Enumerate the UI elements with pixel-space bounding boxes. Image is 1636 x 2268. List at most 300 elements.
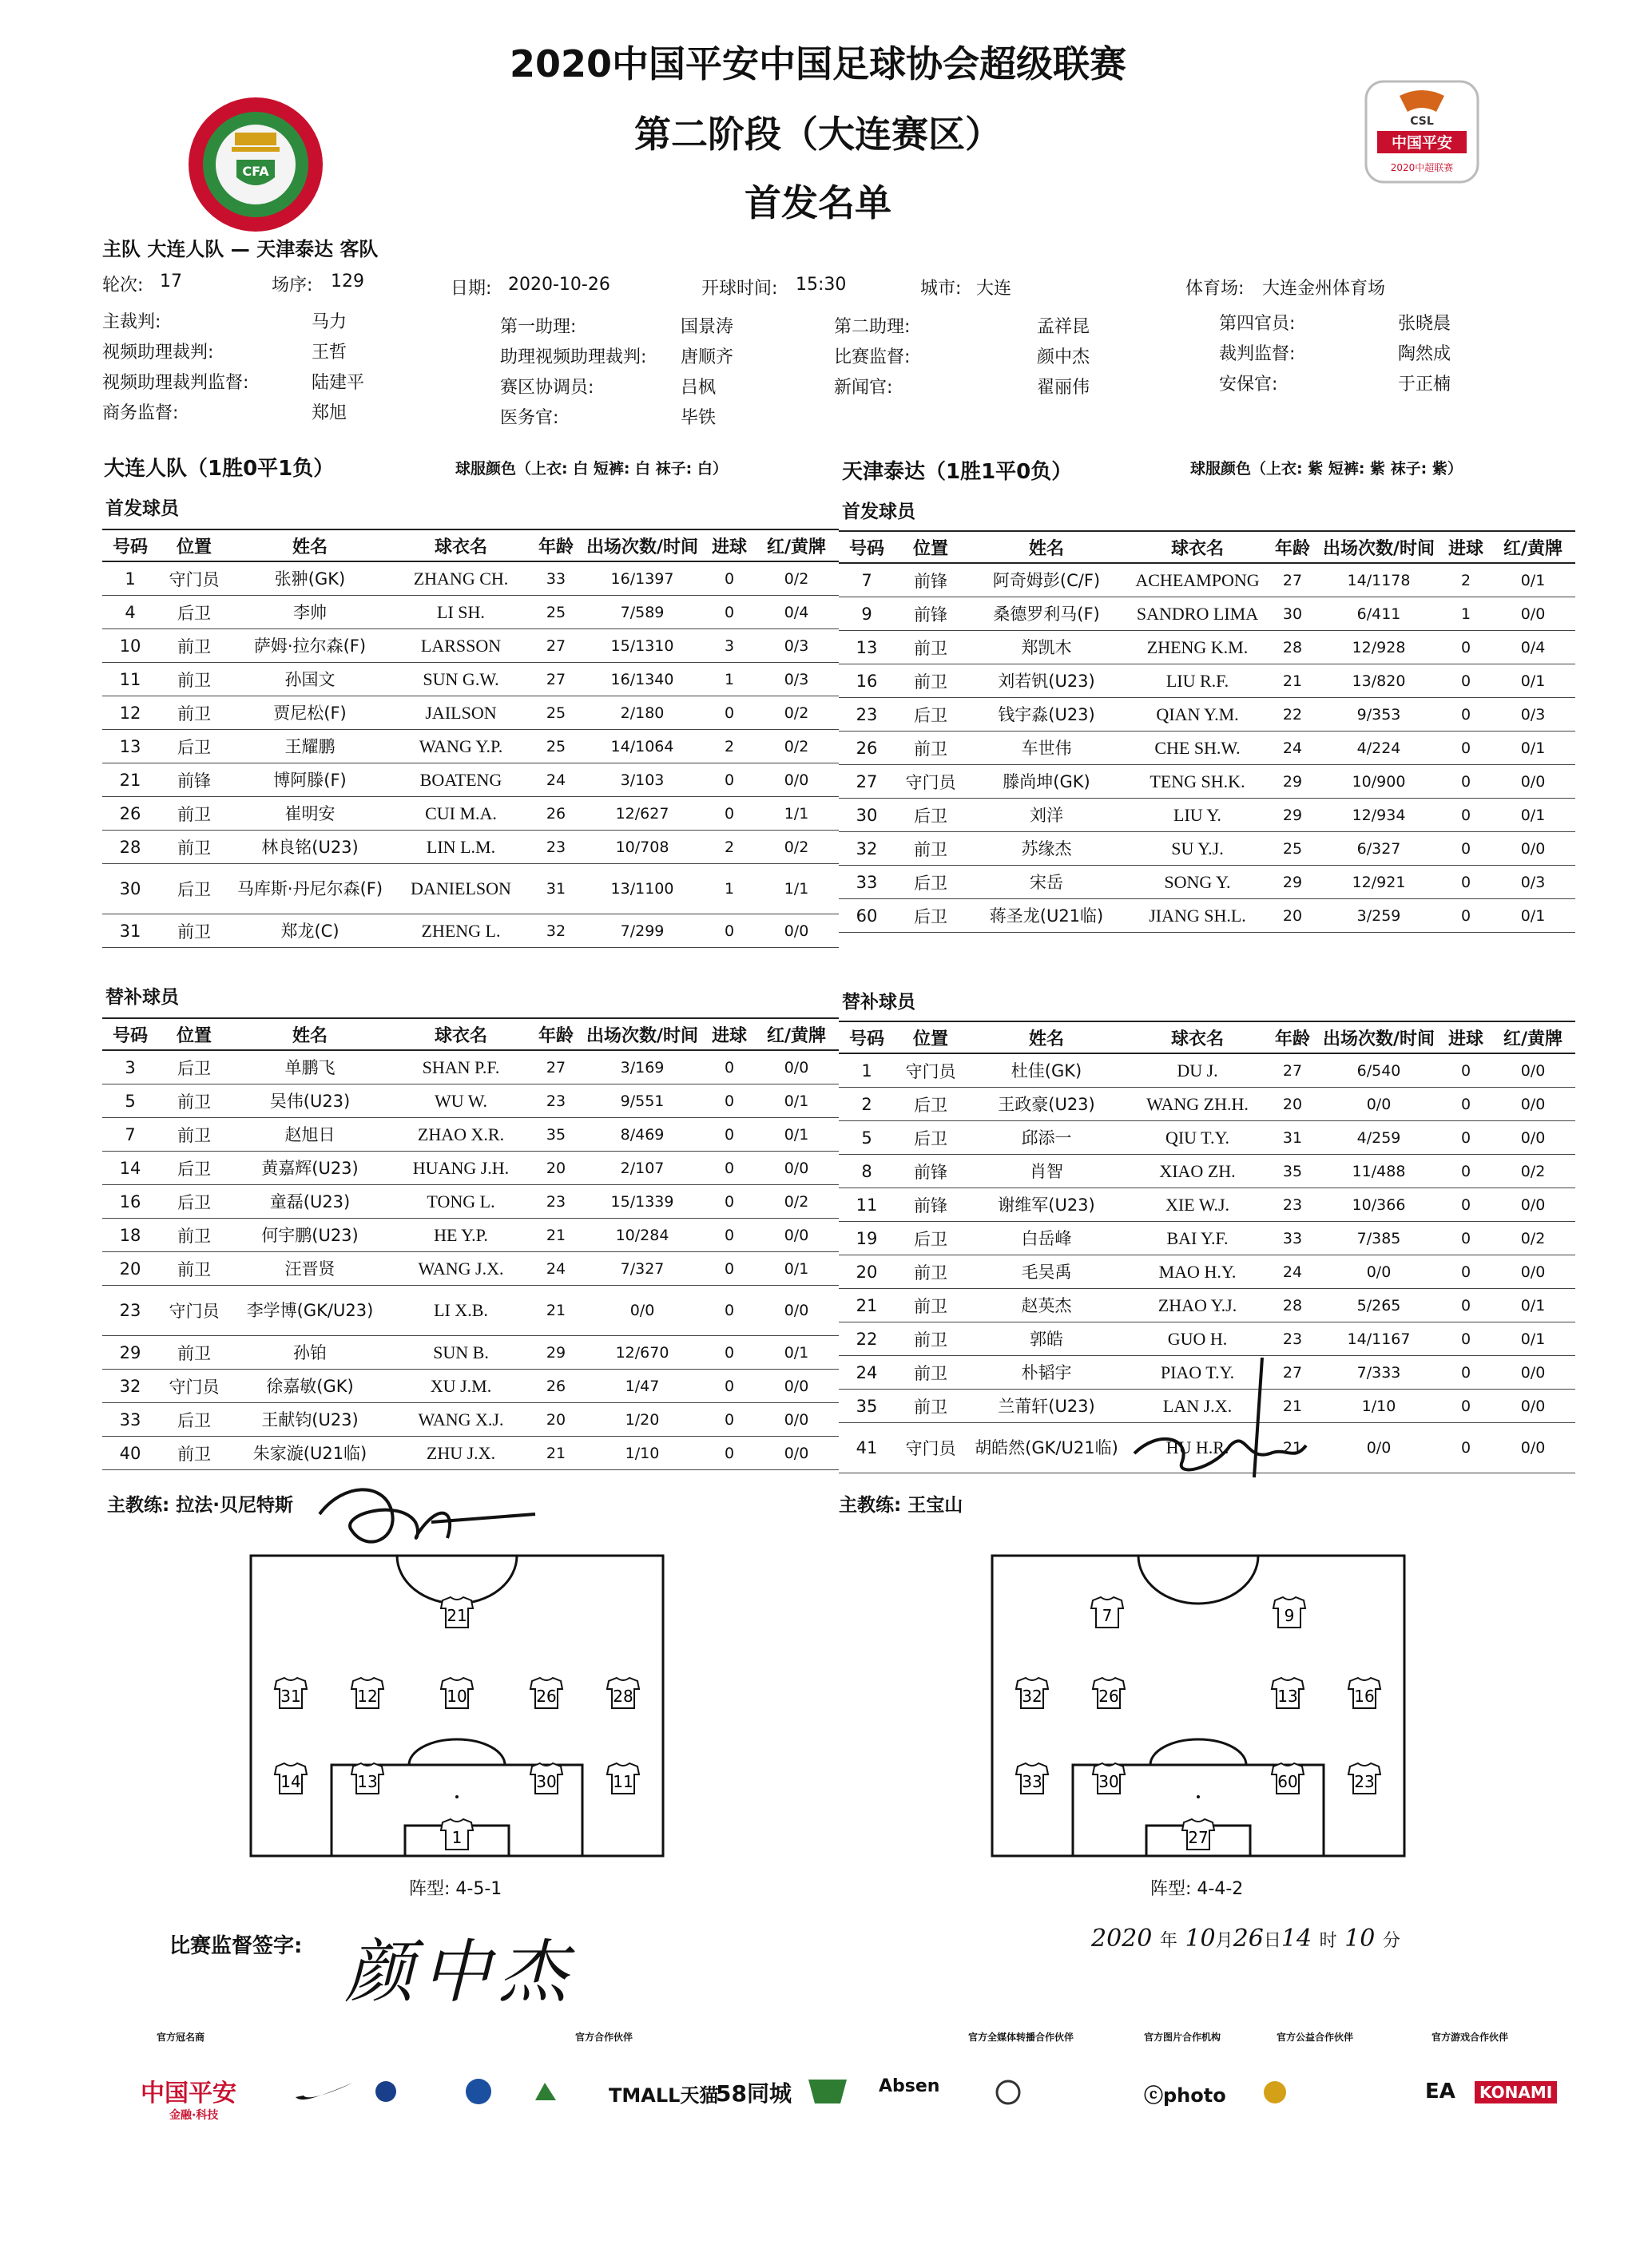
player-cell: 2 [705,730,754,763]
column-header: 进球 [1441,531,1491,563]
player-shirt-marker [441,1678,473,1708]
player-cell: 0 [1441,664,1491,698]
player-cell: 19 [839,1222,895,1255]
player-row [102,1152,839,1185]
player-cell: 前卫 [158,629,230,663]
player-row [102,1286,839,1336]
player-cell: 王耀鹏 [230,730,390,763]
player-cell: 前卫 [158,797,230,831]
player-cell: 后卫 [895,799,967,832]
official-value: 郑旭 [312,403,347,423]
player-cell: 10/900 [1316,765,1441,799]
player-row [102,797,839,831]
column-header: 姓名 [230,1018,390,1050]
away-coach: 主教练: 王宝山 [839,1495,963,1516]
player-cell: 刘若钒(U23) [967,664,1126,698]
player-row [102,696,839,730]
signed-datetime [1091,1925,1400,1953]
column-header: 位置 [158,1018,230,1050]
player-cell: 23 [102,1286,158,1336]
date-day: 26 [1233,1925,1264,1953]
column-header: 号码 [102,1018,158,1050]
official-value: 陆建平 [312,373,365,393]
player-cell: 0/0 [1491,1423,1575,1473]
player-cell: 前卫 [158,1252,230,1286]
player-cell: GUO H. [1126,1322,1269,1356]
player-cell: 单鹏飞 [230,1050,390,1084]
column-header: 位置 [158,529,230,561]
official-value: 张晓晨 [1398,314,1451,334]
svg-text:中国平安: 中国平安 [1391,134,1453,152]
player-cell: 16/1397 [580,561,705,596]
column-header: 进球 [705,1018,754,1050]
player-cell: 21 [1269,664,1316,698]
home-starters-table [102,529,839,948]
player-cell: 2/180 [580,696,705,730]
sponsor-ring-icon [995,2080,1021,2105]
player-cell: 前锋 [895,563,967,597]
player-cell: 33 [1269,1222,1316,1255]
player-cell: 赵旭日 [230,1118,390,1152]
kickoff-value: 15:30 [796,275,847,295]
official-value: 毕铁 [681,408,717,428]
player-cell: 28 [102,831,158,864]
shirt-number: 7 [1102,1606,1113,1625]
player-cell: HE Y.P. [390,1219,532,1252]
player-cell: 20 [1269,1088,1316,1121]
round-value: 17 [160,272,182,291]
player-cell: 0/1 [1491,899,1575,933]
player-cell: 0/3 [1491,866,1575,899]
round-label: 轮次: [102,276,144,295]
player-row [839,732,1575,765]
player-cell: 0 [1441,698,1491,732]
player-cell: 25 [532,730,580,763]
player-cell: 0/1 [754,1252,839,1286]
player-cell: DU J. [1126,1053,1269,1088]
player-row [839,1322,1575,1356]
player-cell: 前卫 [895,1289,967,1322]
player-cell: 后卫 [158,596,230,629]
player-cell: 2 [1441,563,1491,597]
player-cell: 后卫 [158,730,230,763]
official-value: 颜中杰 [1037,347,1090,367]
player-cell: 0 [1441,832,1491,866]
player-cell: XU J.M. [390,1370,532,1403]
column-header: 姓名 [967,1021,1126,1053]
player-cell: 前卫 [895,832,967,866]
player-cell: 3/169 [580,1050,705,1084]
date-month: 10 [1185,1925,1216,1953]
player-cell: 27 [532,663,580,696]
shirt-number: 1 [451,1828,463,1847]
shirt-number: 27 [1188,1828,1209,1847]
stadium-label: 体育场: [1185,279,1245,299]
player-cell: 朴韬宇 [967,1356,1126,1390]
player-row [102,914,839,948]
player-row [839,1155,1575,1188]
date-unit: 年 [1159,1931,1177,1951]
player-cell: 0 [1441,1121,1491,1155]
player-shirt-marker [607,1763,639,1794]
player-cell: 宋岳 [967,866,1126,899]
player-cell: 前卫 [895,1390,967,1423]
player-row [102,730,839,763]
player-row [102,1118,839,1152]
player-cell: 21 [532,1286,580,1336]
player-row [839,866,1575,899]
player-cell: 1 [705,663,754,696]
player-row [102,1252,839,1286]
player-cell: 0 [1441,1088,1491,1121]
player-cell: 23 [532,831,580,864]
player-cell: 0/0 [1491,1088,1575,1121]
player-cell: BOATENG [390,763,532,797]
player-cell: 守门员 [895,1423,967,1473]
player-cell: 前卫 [895,631,967,664]
player-cell: 16 [839,664,895,698]
column-header: 球衣名 [1126,1021,1269,1053]
player-cell: 0 [705,1152,754,1185]
player-cell: 0 [1441,1188,1491,1222]
player-cell: 后卫 [895,899,967,933]
player-cell: 0/0 [1316,1088,1441,1121]
player-row [102,1185,839,1219]
player-cell: ZHENG L. [390,914,532,948]
player-cell: 1/10 [580,1437,705,1470]
player-cell: 兰莆轩(U23) [967,1390,1126,1423]
player-cell: 35 [532,1118,580,1152]
player-cell: 60 [839,899,895,933]
player-cell: 郭皓 [967,1322,1126,1356]
player-cell: 20 [1269,899,1316,933]
player-cell: 14 [102,1152,158,1185]
away-kit-colors: 球服颜色（上衣: 紫 短裤: 紫 袜子: 紫） [1190,460,1463,478]
player-cell: 3/259 [1316,899,1441,933]
player-cell: 7/327 [580,1252,705,1286]
player-cell: 29 [102,1336,158,1370]
player-shirt-marker [530,1763,562,1794]
official-label: 第四官员: [1219,314,1296,334]
player-cell: BAI Y.F. [1126,1222,1269,1255]
player-cell: 前卫 [158,1219,230,1252]
player-cell: 0/0 [1491,1121,1575,1155]
player-cell: 徐嘉敏(GK) [230,1370,390,1403]
shirt-number: 11 [613,1772,633,1791]
player-cell: 3/103 [580,763,705,797]
official-value: 翟丽伟 [1037,378,1090,398]
player-cell: DANIELSON [390,864,532,914]
sponsor-circle-icon [374,2080,398,2103]
column-header: 年龄 [532,529,580,561]
player-cell: 蒋圣龙(U21临) [967,899,1126,933]
player-cell: ZHAO X.R. [390,1118,532,1152]
player-cell: 郑龙(C) [230,914,390,948]
player-cell: MAO H.Y. [1126,1255,1269,1289]
player-cell: 肖智 [967,1155,1126,1188]
player-cell: 贾尼松(F) [230,696,390,730]
player-cell: 31 [102,914,158,948]
player-cell: 28 [1269,631,1316,664]
player-cell: 胡皓然(GK/U21临) [967,1423,1126,1473]
player-cell: 0/0 [754,1286,839,1336]
date-hour: 14 [1281,1925,1312,1953]
player-cell: 4/224 [1316,732,1441,765]
player-cell: 0 [705,1437,754,1470]
sponsor-konami: KONAMI [1475,2081,1557,2103]
player-row [102,864,839,914]
player-cell: 29 [532,1336,580,1370]
player-shirt-marker [1273,1597,1305,1628]
kickoff-label: 开球时间: [701,279,778,299]
player-cell: 前卫 [895,1255,967,1289]
column-header: 红/黄牌 [754,1018,839,1050]
player-cell: 0 [1441,899,1491,933]
player-cell: 9 [839,597,895,631]
player-cell: 0 [1441,866,1491,899]
player-cell: 23 [1269,1322,1316,1356]
official-label: 主裁判: [102,312,161,332]
column-header: 球衣名 [390,529,532,561]
player-cell: 0/0 [1491,765,1575,799]
player-cell: 4 [102,596,158,629]
player-cell: QIU T.Y. [1126,1121,1269,1155]
player-cell: 0/0 [754,763,839,797]
player-cell: 王献钧(U23) [230,1403,390,1437]
player-cell: LARSSON [390,629,532,663]
nike-swoosh-icon [294,2080,355,2103]
player-row [102,1084,839,1118]
supervisor-signature: 颜中杰 [345,1933,575,2012]
player-cell: LAN J.X. [1126,1390,1269,1423]
player-cell: WANG Y.P. [390,730,532,763]
player-cell: WU W. [390,1084,532,1118]
player-cell: 0 [1441,631,1491,664]
player-cell: 1/10 [1316,1390,1441,1423]
home-coach: 主教练: 拉法·贝尼特斯 [107,1495,293,1516]
player-cell: ZHAO Y.J. [1126,1289,1269,1322]
player-cell: 0/1 [1491,563,1575,597]
player-cell: 0 [705,1403,754,1437]
player-cell: 0 [705,1118,754,1152]
player-cell: 21 [532,1437,580,1470]
player-row [839,597,1575,631]
player-row [839,664,1575,698]
player-cell: 0/0 [754,914,839,948]
shirt-number: 21 [447,1606,467,1625]
player-cell: 7/333 [1316,1356,1441,1390]
player-cell: LI X.B. [390,1286,532,1336]
player-cell: 1 [839,1053,895,1088]
player-cell: 2 [705,831,754,864]
player-cell: 守门员 [158,1370,230,1403]
player-cell: 2/107 [580,1152,705,1185]
player-cell: 27 [532,629,580,663]
column-header: 号码 [102,529,158,561]
player-cell: 0/0 [1491,1390,1575,1423]
player-cell: 18 [102,1219,158,1252]
player-cell: 1 [1441,597,1491,631]
player-cell: 0 [705,797,754,831]
player-cell: 8/469 [580,1118,705,1152]
date-unit: 时 [1319,1931,1337,1951]
player-cell: 0/4 [1491,631,1575,664]
player-cell: 李帅 [230,596,390,629]
sponsor-category: 官方全媒体转播合作伙伴 [968,2032,1074,2043]
player-cell: 25 [532,596,580,629]
player-cell: 14/1178 [1316,563,1441,597]
player-cell: 26 [532,797,580,831]
player-cell: 6/411 [1316,597,1441,631]
player-cell: 后卫 [895,1222,967,1255]
shirt-number: 13 [357,1772,378,1791]
player-cell: 0 [1441,1155,1491,1188]
player-cell: 0/3 [1491,698,1575,732]
player-cell: 31 [1269,1121,1316,1155]
player-cell: 0/0 [1491,597,1575,631]
stadium-value: 大连金州体育场 [1262,279,1386,299]
player-cell: 1 [705,864,754,914]
player-cell: WANG ZH.H. [1126,1088,1269,1121]
sponsor-category: 官方游戏合作伙伴 [1432,2032,1509,2043]
player-cell: XIE W.J. [1126,1188,1269,1222]
player-cell: 0/1 [1491,1322,1575,1356]
player-row [839,563,1575,597]
player-cell: 0/0 [1491,1188,1575,1222]
player-cell: 苏缘杰 [967,832,1126,866]
home-subs-label: 替补球员 [105,987,179,1008]
player-cell: 0/0 [754,1050,839,1084]
official-label: 医务官: [500,408,559,428]
player-cell: 滕尚坤(GK) [967,765,1126,799]
player-cell: 30 [1269,597,1316,631]
player-cell: 24 [839,1356,895,1390]
player-cell: 林良铭(U23) [230,831,390,864]
player-cell: 孙铂 [230,1336,390,1370]
player-cell: 前卫 [895,1322,967,1356]
player-cell: 崔明安 [230,797,390,831]
player-cell: 0/3 [754,663,839,696]
column-header: 姓名 [230,529,390,561]
player-cell: 27 [1269,563,1316,597]
player-shirt-marker [1016,1678,1048,1708]
player-cell: 前卫 [895,1356,967,1390]
shirt-number: 12 [357,1687,378,1706]
player-cell: 29 [1269,799,1316,832]
player-cell: 0 [705,914,754,948]
away-formation-pitch [991,1554,1406,1858]
player-row [839,698,1575,732]
player-cell: 23 [532,1084,580,1118]
shirt-number: 60 [1277,1772,1298,1791]
shirt-number: 16 [1354,1687,1375,1706]
column-header: 号码 [839,531,895,563]
player-cell: 0 [1441,799,1491,832]
player-cell: 0/1 [1491,732,1575,765]
sponsor-absen: Absen [879,2076,940,2096]
player-cell: 后卫 [158,1152,230,1185]
player-cell: 0 [1441,1255,1491,1289]
player-cell: 10/708 [580,831,705,864]
player-cell: 后卫 [158,1050,230,1084]
player-cell: 0/1 [1491,799,1575,832]
home-coach-signature [296,1466,543,1562]
player-cell: ZHENG K.M. [1126,631,1269,664]
player-cell: 张翀(GK) [230,561,390,596]
player-row [839,1088,1575,1121]
date-label: 日期: [451,279,492,299]
player-cell: LIU Y. [1126,799,1269,832]
player-row [839,1121,1575,1155]
player-cell: 桑德罗利马(F) [967,597,1126,631]
official-label: 第一助理: [500,317,577,337]
player-cell: 14/1167 [1316,1322,1441,1356]
official-label: 赛区协调员: [500,378,594,398]
column-header: 年龄 [1269,1021,1316,1053]
player-cell: 刘洋 [967,799,1126,832]
player-cell: 0 [1441,732,1491,765]
player-cell: 1/47 [580,1370,705,1403]
player-cell: 0/0 [1316,1423,1441,1473]
date-value: 2020-10-26 [508,275,610,295]
player-cell: 7 [839,563,895,597]
player-cell: 0/2 [1491,1155,1575,1188]
player-cell: 博阿滕(F) [230,763,390,797]
player-cell: ZHANG CH. [390,561,532,596]
player-cell: 13 [102,730,158,763]
column-header: 球衣名 [1126,531,1269,563]
away-coach-signature [1110,1358,1318,1485]
player-cell: 20 [532,1152,580,1185]
shirt-number: 13 [1277,1687,1298,1706]
player-cell: 毛吴禹 [967,1255,1126,1289]
player-cell: 守门员 [895,1053,967,1088]
doc-subtitle: 第二阶段（大连赛区） [634,113,1002,156]
player-cell: 后卫 [895,866,967,899]
player-cell: HU H.R. [1126,1423,1269,1473]
doc-heading: 首发名单 [745,181,891,224]
player-cell: SHAN P.F. [390,1050,532,1084]
sponsor-cphoto: ⓒphoto [1144,2084,1226,2107]
player-cell: 0/1 [1491,664,1575,698]
player-cell: 前卫 [158,1437,230,1470]
player-cell: SUN G.W. [390,663,532,696]
shirt-number: 26 [1098,1687,1119,1706]
player-cell: PIAO T.Y. [1126,1356,1269,1390]
player-cell: 2 [839,1088,895,1121]
player-cell: 前卫 [895,664,967,698]
away-team-header: 天津泰达（1胜1平0负） [842,460,1073,484]
sponsor-category: 官方冠名商 [157,2032,205,2043]
player-cell: 马库斯·丹尼尔森(F) [230,864,390,914]
shirt-number: 31 [280,1687,301,1706]
sponsor-ea: EA [1425,2080,1455,2103]
player-cell: 0/0 [1491,832,1575,866]
player-shirt-marker [1016,1763,1048,1794]
date-unit: 月 [1215,1931,1233,1951]
player-cell: 李学博(GK/U23) [230,1286,390,1336]
away-subs-label: 替补球员 [842,992,915,1013]
player-row [102,663,839,696]
player-cell: 23 [839,698,895,732]
sponsor-category: 官方公益合作伙伴 [1277,2032,1354,2043]
away-starters-table [839,530,1575,933]
player-cell: 后卫 [895,1088,967,1121]
player-cell: 25 [1269,832,1316,866]
official-value: 唐顺齐 [681,347,734,367]
player-cell: 0/0 [1491,1255,1575,1289]
player-cell: 7 [102,1118,158,1152]
